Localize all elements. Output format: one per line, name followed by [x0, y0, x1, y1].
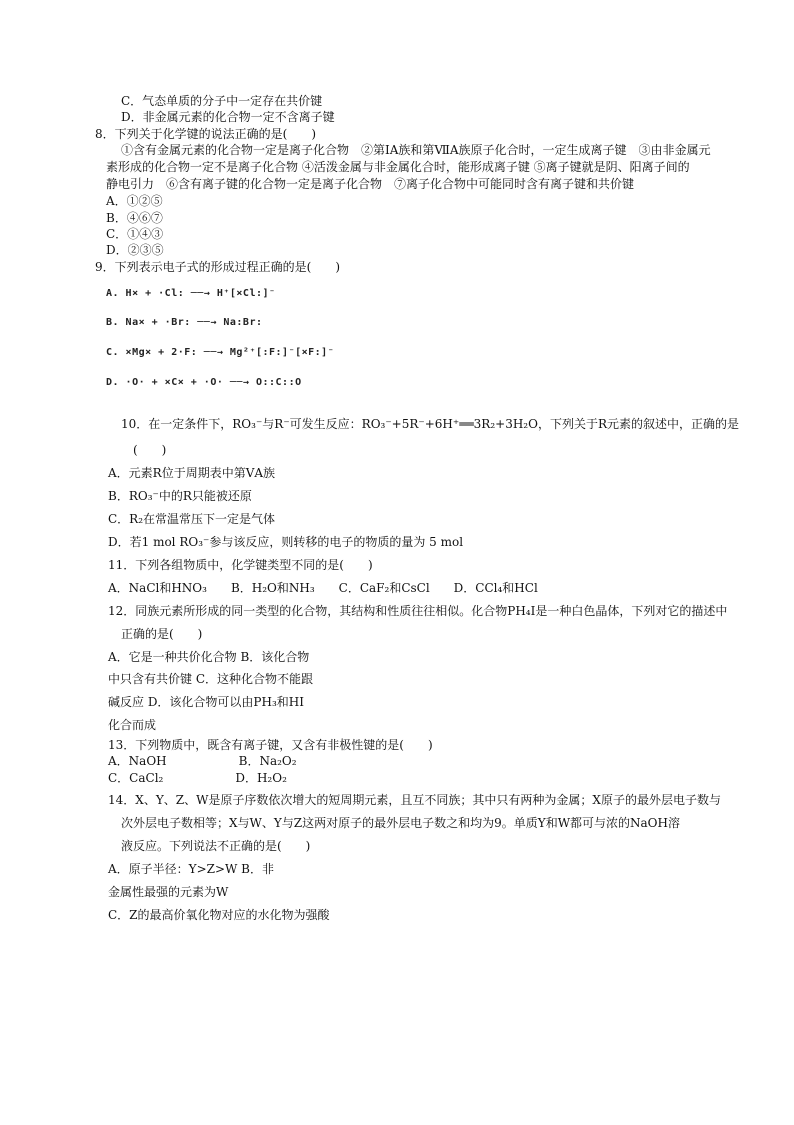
q9-option-d-formula: D. ·O· + ×C× + ·O· ──→ O::C::O	[106, 377, 302, 388]
q8-statements-line2: 素形成的化合物一定不是离子化合物 ④活泼金属与非金属化合时，能形成离子键 ⑤离子键就是阴、阳离子间的	[106, 160, 690, 174]
q11-stem: 11．下列各组物质中，化学键类型不同的是( )	[108, 558, 373, 572]
q14-stem-line2: 次外层电子数相等；X与W、Y与Z这两对原子的最外层电子数之和均为9。单质Y和W都可与浓的NaOH溶	[121, 816, 680, 830]
q10-option-a: A．元素R位于周期表中第ⅤA族	[108, 466, 276, 480]
q10-stem: 10．在一定条件下，RO₃⁻与R⁻可发生反应：RO₃⁻+5R⁻+6H⁺══3R₂+3H₂O，下列关于R元素的叙述中，正确的是	[121, 417, 739, 431]
q9-option-a-formula: A. H× + ·Cl: ──→ H⁺[×Cl:]⁻	[106, 288, 276, 299]
q9-option-b-formula: B. Na× + ·Br: ──→ Na:Br:	[106, 317, 263, 328]
q8-option-c: C．①④③	[106, 227, 164, 241]
q8-option-b: B．④⑥⑦	[106, 211, 163, 225]
q12-stem: 12．同族元素所形成的同一类型的化合物，其结构和性质往往相似。化合物PH₄I是一种白色晶体，下列对它的描述中	[108, 604, 728, 618]
q8-option-d: D．②③⑤	[106, 243, 164, 257]
q9-option-c-formula: C. ×Mg× + 2·F: ──→ Mg²⁺[:F:]⁻[×F:]⁻	[106, 347, 335, 358]
q10-option-b: B．RO₃⁻中的R只能被还原	[108, 489, 252, 503]
q14-stem-line1: 14．X、Y、Z、W是原子序数依次增大的短周期元素，且互不同族；其中只有两种为金属；X原子的最外层电子数与	[108, 793, 721, 807]
q14-stem-line3: 液反应。下列说法不正确的是( )	[121, 839, 311, 853]
q10-stem-bracket: ( )	[133, 443, 167, 457]
q12-stem-line2: 正确的是( )	[121, 627, 203, 641]
q8-stem: 8．下列关于化学键的说法正确的是( )	[95, 127, 316, 141]
q8-statements-line1: ①含有金属元素的化合物一定是离子化合物 ②第ⅠA族和第ⅦA族原子化合时，一定生成离子键 ③由非金属元	[121, 143, 711, 157]
q12-options-line1: A．它是一种共价化合物 B．该化合物	[108, 650, 310, 664]
q12-options-line3: 碱反应 D．该化合物可以由PH₃和HI	[108, 695, 304, 709]
q11-options: A．NaCl和HNO₃ B．H₂O和NH₃ C．CaF₂和CsCl D．CCl₄和HCl	[108, 581, 538, 595]
q7-option-d: D．非金属元素的化合物一定不含离子键	[121, 110, 335, 124]
q10-option-c: C．R₂在常温常压下一定是气体	[108, 512, 276, 526]
q14-option-c: C．Z的最高价氧化物对应的水化物为强酸	[108, 908, 330, 922]
q14-options-line2: 金属性最强的元素为W	[108, 885, 229, 899]
q12-options-line4: 化合而成	[108, 718, 157, 732]
q13-options-cd: C．CaCl₂ D．H₂O₂	[108, 771, 287, 785]
q14-options-line1: A．原子半径：Y>Z>W B．非	[108, 862, 275, 876]
q7-option-c: C．气态单质的分子中一定存在共价键	[121, 94, 323, 108]
q8-statements-line3: 静电引力 ⑥含有离子键的化合物一定是离子化合物 ⑦离子化合物中可能同时含有离子键和共价键	[106, 177, 635, 191]
q13-stem: 13．下列物质中，既含有离子键，又含有非极性键的是( )	[108, 738, 433, 752]
q9-stem: 9．下列表示电子式的形成过程正确的是( )	[95, 260, 340, 274]
q12-options-line2: 中只含有共价键 C．这种化合物不能跟	[108, 672, 313, 686]
q8-option-a: A．①②⑤	[106, 194, 163, 208]
q13-options-ab: A．NaOH B．Na₂O₂	[108, 754, 297, 768]
q10-option-d: D．若1 mol RO₃⁻参与该反应，则转移的电子的物质的量为 5 mol	[108, 535, 464, 549]
